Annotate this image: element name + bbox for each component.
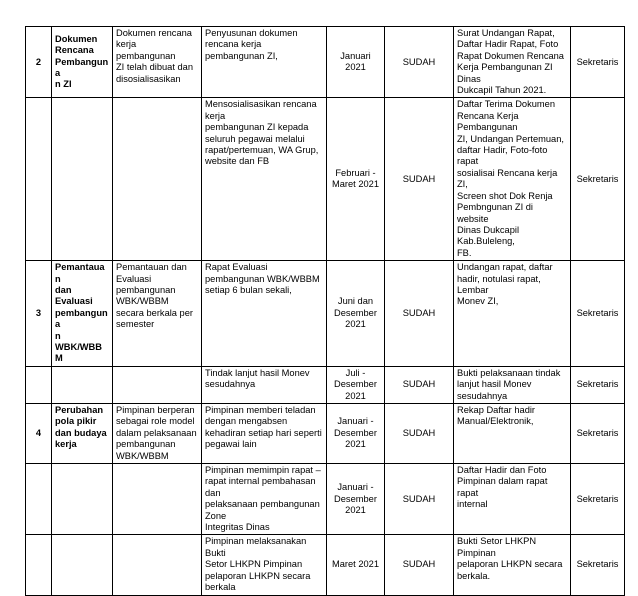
indicator-cell	[113, 98, 202, 261]
time-cell: Januari - Desember 2021	[327, 464, 385, 535]
pic-cell: Sekretaris	[571, 464, 625, 535]
time-cell: Maret 2021	[327, 535, 385, 595]
indicator-cell: Pimpinan berperan sebagai role model dalam pelaksanaan pembangunan WBK/WBBM	[113, 404, 202, 464]
table-row	[26, 464, 625, 535]
area-cell: Dokumen Rencana Pembanguna n ZI	[52, 27, 113, 98]
activity-cell: Tindak lanjut hasil Monev sesudahnya	[202, 366, 327, 403]
evidence-cell: Rekap Daftar hadir Manual/Elektronik,	[454, 404, 571, 464]
status-cell: SUDAH	[385, 366, 454, 403]
indicator-cell	[113, 464, 202, 535]
evidence-cell: Daftar Terima Dokumen Rencana Kerja Pembangunan ZI, Undangan Pertemuan, daftar Hadir, Foto-foto rapat sosialisai Rencana kerja ZI, Screen shot Dok Renja Pembngunan ZI di website Dinas Dukcapil Kab.Buleleng, FB.	[454, 98, 571, 261]
status-cell: SUDAH	[385, 261, 454, 367]
table-row	[26, 535, 625, 595]
indicator-cell	[113, 366, 202, 403]
activity-cell: Penyusunan dokumen rencana kerja pembangunan ZI,	[202, 27, 327, 98]
activity-cell: Pimpinan melaksanakan Bukti Setor LHKPN Pimpinan pelaporan LHKPN secara berkala	[202, 535, 327, 595]
activity-cell: Pimpinan memberi teladan dengan mengabsen kehadiran setiap hari seperti pegawai lain	[202, 404, 327, 464]
row-number	[26, 366, 52, 403]
pic-cell: Sekretaris	[571, 27, 625, 98]
area-cell	[52, 535, 113, 595]
row-number: 3	[26, 261, 52, 367]
status-cell: SUDAH	[385, 535, 454, 595]
status-cell: SUDAH	[385, 464, 454, 535]
table-row	[26, 261, 625, 367]
status-cell: SUDAH	[385, 27, 454, 98]
activity-cell: Rapat Evaluasi pembangunan WBK/WBBM setiap 6 bulan sekali,	[202, 261, 327, 367]
evidence-cell: Undangan rapat, daftar hadir, notulasi rapat, Lembar Monev ZI,	[454, 261, 571, 367]
area-cell	[52, 366, 113, 403]
table-row	[26, 27, 625, 98]
status-cell: SUDAH	[385, 98, 454, 261]
row-number	[26, 535, 52, 595]
indicator-cell: Pemantauan dan Evaluasi pembangunan WBK/WBBM secara berkala per semester	[113, 261, 202, 367]
row-number	[26, 464, 52, 535]
table-row	[26, 98, 625, 261]
area-cell	[52, 98, 113, 261]
row-number	[26, 98, 52, 261]
evidence-cell: Bukti Setor LHKPN Pimpinan pelaporan LHKPN secara berkala.	[454, 535, 571, 595]
area-cell: Perubahan pola pikir dan budaya kerja	[52, 404, 113, 464]
pic-cell: Sekretaris	[571, 366, 625, 403]
pic-cell: Sekretaris	[571, 535, 625, 595]
program-table	[25, 26, 625, 596]
time-cell: Juni dan Desember 2021	[327, 261, 385, 367]
evidence-cell: Daftar Hadir dan Foto Pimpinan dalam rapat rapat internal	[454, 464, 571, 535]
area-cell	[52, 464, 113, 535]
time-cell: Juli - Desember 2021	[327, 366, 385, 403]
row-number: 4	[26, 404, 52, 464]
indicator-cell	[113, 535, 202, 595]
pic-cell: Sekretaris	[571, 98, 625, 261]
activity-cell: Pimpinan memimpin rapat – rapat internal pembahasan dan pelaksanaan pembangunan Zone Integritas Dinas	[202, 464, 327, 535]
time-cell: Januari 2021	[327, 27, 385, 98]
evidence-cell: Bukti pelaksanaan tindak lanjut hasil Monev sesudahnya	[454, 366, 571, 403]
evidence-cell: Surat Undangan Rapat, Daftar Hadir Rapat, Foto Rapat Dokumen Rencana Kerja Pembangunan ZI Dinas Dukcapil Tahun 2021.	[454, 27, 571, 98]
time-cell: Januari - Desember 2021	[327, 404, 385, 464]
area-cell: Pemantauan dan Evaluasi pembanguna n WBK/WBBM	[52, 261, 113, 367]
table-row	[26, 366, 625, 403]
indicator-cell: Dokumen rencana kerja pembangunan ZI telah dibuat dan disosialisasikan	[113, 27, 202, 98]
time-cell: Februari - Maret 2021	[327, 98, 385, 261]
activity-cell: Mensosialisasikan rencana kerja pembangunan ZI kepada seluruh pegawai melalui rapat/pertemuan, WA Grup, website dan FB	[202, 98, 327, 261]
row-number: 2	[26, 27, 52, 98]
status-cell: SUDAH	[385, 404, 454, 464]
pic-cell: Sekretaris	[571, 404, 625, 464]
table-row	[26, 404, 625, 464]
pic-cell: Sekretaris	[571, 261, 625, 367]
